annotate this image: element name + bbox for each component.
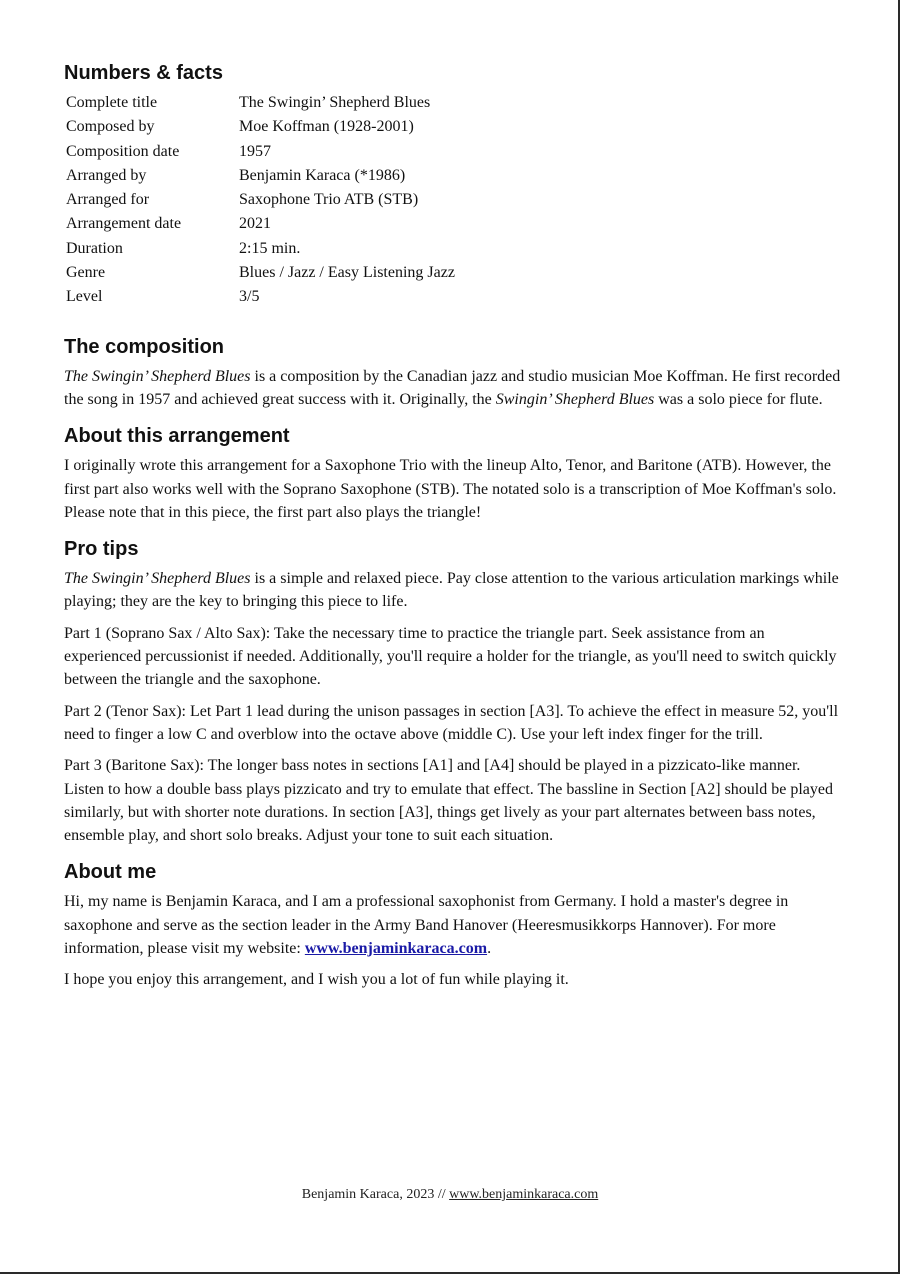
arrangement-paragraph: I originally wrote this arrangement for a Saxophone Trio with the lineup Alto, Tenor, and Baritone (ATB). However, the first part also works well with the Soprano Saxophone (STB). The notated solo is a transcription of Moe Koffman's solo. Please note that in this piece, the first part also plays the triangle! bbox=[64, 457, 837, 521]
facts-row bbox=[64, 261, 455, 285]
facts-row bbox=[64, 140, 455, 164]
facts-key: Arranged by bbox=[66, 166, 147, 184]
title-italic: The Swingin’ Shepherd Blues bbox=[64, 367, 251, 385]
pro-tips-paragraph bbox=[64, 567, 844, 614]
facts-key: Genre bbox=[66, 264, 106, 282]
facts-table bbox=[64, 91, 455, 310]
page-footer bbox=[0, 1187, 900, 1203]
website-link[interactable]: www.benjaminkaraca.com bbox=[304, 940, 488, 958]
composition-text: was a solo piece for flute. bbox=[654, 390, 823, 408]
pro-tips-part3: Part 3 (Baritone Sax): The longer bass notes in sections [A1] and [A4] should be played in a pizzicato-like manner. Listen to how a double bass plays pizzicato and try to emulate that effect. The bassline in Section [A2] should be played similarly, but with shorter note durations. In section [A3], things get lively as your part alternates between bass notes, ensemble play, and short solo breaks. Adjust your tone to suit each situation. bbox=[64, 757, 833, 845]
facts-key: Duration bbox=[66, 239, 123, 257]
facts-key: Arranged for bbox=[66, 191, 150, 209]
facts-row bbox=[64, 237, 455, 261]
title-italic: The Swingin’ Shepherd Blues bbox=[64, 570, 251, 588]
facts-key: Composed by bbox=[66, 118, 155, 136]
facts-value: 2:15 min. bbox=[239, 239, 301, 257]
arrangement-heading: About this arrangement bbox=[64, 425, 290, 448]
composition-paragraph bbox=[64, 365, 844, 412]
document-body bbox=[64, 62, 844, 1000]
pro-tips-part1: Part 1 (Soprano Sax / Alto Sax): Take the necessary time to practice the triangle part. Seek assistance from an experienced percussionist if needed. Additionally, you'll require a holder for the triangle, as you'll need to switch quickly between the triangle and the saxophone. bbox=[64, 624, 837, 689]
footer-text: Benjamin Karaca, 2023 // bbox=[301, 1187, 450, 1202]
closing-paragraph: I hope you enjoy this arrangement, and I wish you a lot of fun while playing it. bbox=[64, 971, 569, 989]
facts-value: Moe Koffman (1928-2001) bbox=[239, 118, 414, 136]
pro-tips-text: is a simple and relaxed piece. Pay close attention to the various articulation markings while playing; they are the key to bringing this piece to life. bbox=[64, 570, 839, 611]
facts-key: Level bbox=[66, 288, 103, 306]
facts-row bbox=[64, 212, 455, 236]
facts-key: Complete title bbox=[66, 94, 158, 111]
about-me-paragraph bbox=[64, 890, 844, 960]
facts-value: The Swingin’ Shepherd Blues bbox=[239, 94, 431, 111]
facts-key: Arrangement date bbox=[66, 215, 182, 233]
about-me-text: Hi, my name is Benjamin Karaca, and I am a professional saxophonist from Germany. I hold a master's degree in saxophone and serve as the section leader in the Army Band Hanover (Heeresmusikkorps Hannover). For more information, please visit my website: bbox=[64, 893, 789, 958]
facts-row bbox=[64, 115, 455, 139]
facts-value: Benjamin Karaca (*1986) bbox=[239, 166, 406, 184]
pro-tips-heading: Pro tips bbox=[64, 538, 139, 561]
footer-website-link[interactable]: www.benjaminkaraca.com bbox=[449, 1187, 599, 1202]
facts-value: 3/5 bbox=[239, 288, 260, 306]
facts-row bbox=[64, 91, 455, 115]
title-italic: Swingin’ Shepherd Blues bbox=[495, 390, 655, 408]
about-me-period: . bbox=[487, 940, 492, 958]
composition-heading: The composition bbox=[64, 335, 224, 358]
facts-key: Composition date bbox=[66, 142, 180, 160]
facts-row bbox=[64, 164, 455, 188]
facts-value: Blues / Jazz / Easy Listening Jazz bbox=[239, 264, 455, 282]
facts-value: 1957 bbox=[239, 142, 271, 160]
pro-tips-part2: Part 2 (Tenor Sax): Let Part 1 lead during the unison passages in section [A3]. To achieve the effect in measure 52, you'll need to finger a low C and overblow into the octave above (middle C). Use your left index finger for the trill. bbox=[64, 702, 839, 743]
facts-value: Saxophone Trio ATB (STB) bbox=[239, 191, 419, 209]
facts-value: 2021 bbox=[239, 215, 271, 233]
facts-row bbox=[64, 285, 455, 309]
facts-heading: Numbers & facts bbox=[64, 62, 223, 84]
about-me-heading: About me bbox=[64, 861, 157, 884]
composition-text: is a composition by the Canadian jazz and studio musician Moe Koffman. He first recorded the song in 1957 and achieved great success with it. Originally, the bbox=[64, 367, 841, 408]
facts-row bbox=[64, 188, 455, 212]
